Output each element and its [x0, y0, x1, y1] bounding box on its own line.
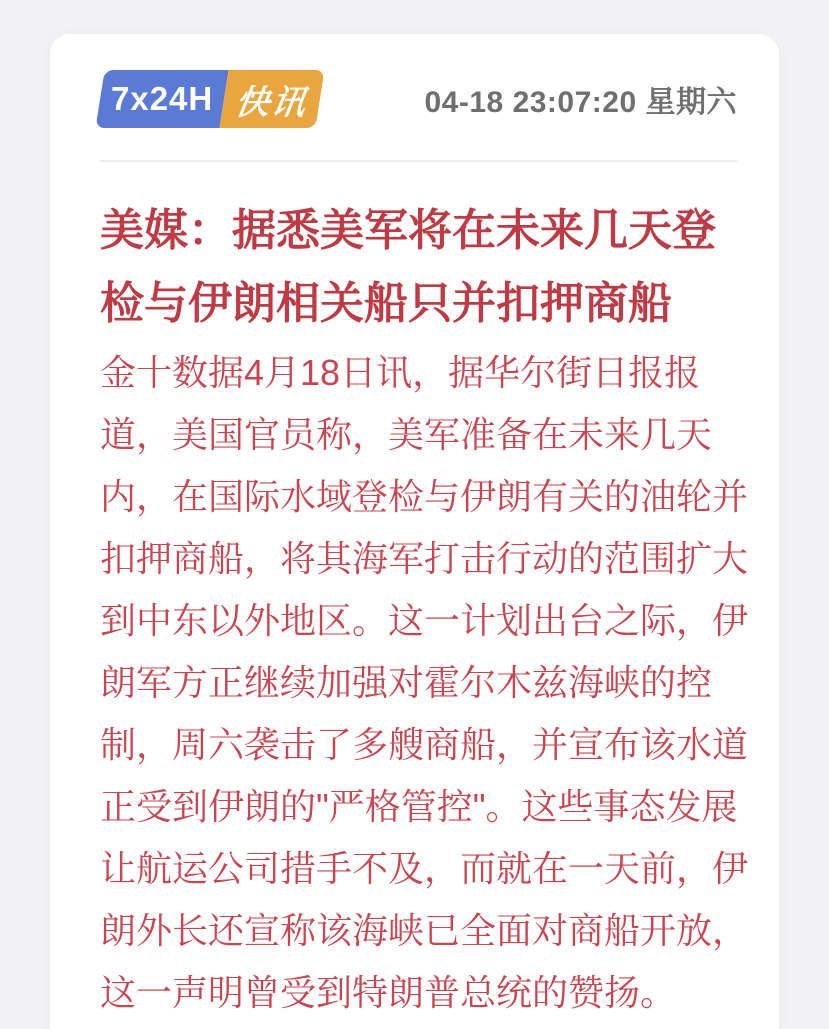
text-line: 美媒：据悉美军将在未来几天登	[100, 206, 716, 255]
badge-7x24h-segment	[95, 70, 228, 128]
timestamp: 04-18 23:07:20 星期六	[424, 86, 737, 119]
text-line: 制，周六袭击了多艘商船，并宣布该水道	[100, 724, 749, 765]
text-line: 扣押商船，将其海军打击行动的范围扩大	[100, 538, 749, 579]
article-title	[100, 194, 737, 340]
article-body	[100, 342, 749, 1024]
badge-kuaixun-segment	[219, 70, 324, 128]
header	[100, 34, 737, 128]
flash-news-badge	[95, 70, 324, 128]
text-line: 朗军方正继续加强对霍尔木兹海峡的控	[100, 662, 713, 703]
divider	[100, 160, 737, 162]
text-line: 这一声明曾受到特朗普总统的赞扬。	[100, 972, 677, 1013]
text-line: 内，在国际水域登检与伊朗有关的油轮并	[100, 476, 749, 517]
text-line: 检与伊朗相关船只并扣押商船	[100, 279, 672, 328]
text-line: 朗外长还宣称该海峡已全面对商船开放，	[100, 910, 749, 951]
news-flash-card[interactable]	[50, 34, 779, 1029]
text-line: 到中东以外地区。这一计划出台之际，伊	[100, 600, 749, 641]
text-line: 正受到伊朗的"严格管控"。这些事态发展	[100, 786, 738, 827]
text-line: 道，美国官员称，美军准备在未来几天	[100, 414, 713, 455]
text-line: 让航运公司措手不及，而就在一天前，伊	[100, 848, 749, 889]
text-line: 金十数据4月18日讯，据华尔街日报报	[100, 352, 701, 393]
badge-7x24h-label: 7x24H	[110, 80, 214, 117]
badge-kuaixun-label: 快讯	[232, 83, 311, 122]
